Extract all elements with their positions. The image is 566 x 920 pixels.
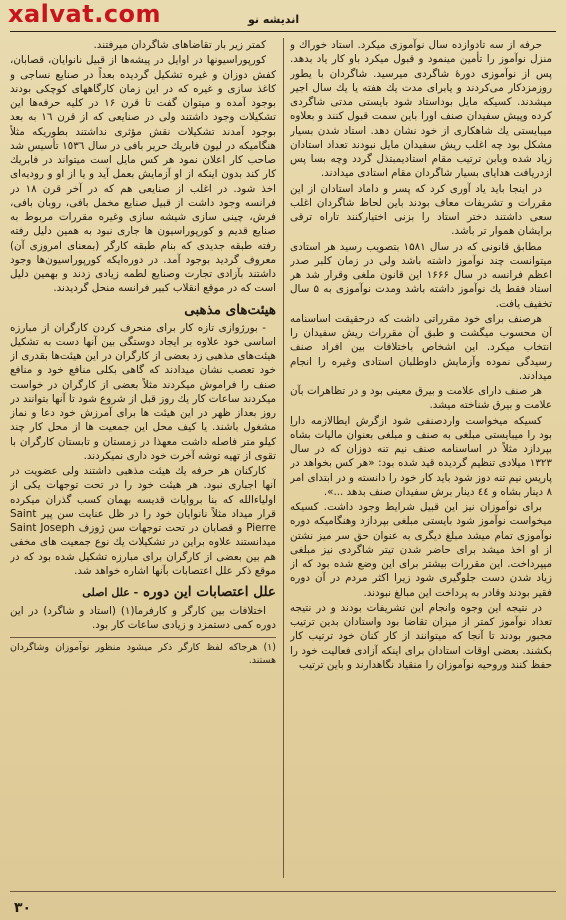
column-divider	[283, 38, 284, 878]
paragraph: اختلافات بین کارگر و کارفرما(۱) (استاد و شاگرد) در این دوره کمی دستمزد و زیادی ساعات کار بود.	[10, 605, 276, 632]
footnote: (۱) هرجاکه لفظ کارگر ذکر میشود منظور نوآموزان وشاگردان هستند.	[10, 637, 276, 667]
paragraph: - بورژوازی تازه کار برای منحرف کردن کارگران از مبارزه اساسی خود علاوه بر ایجاد دوستگی بین آنها دست به تشکیل هیئت‌های مذهبی زد بعضی از کارگران در این هیئت‌ها بقدری از خود تعصب نشان میدادند که گاهی بکلی منافع خود و منافع صنف را فراموش میکردند مثلاً بعضی از کارگران در خواست میکردند ساعات کار یك روز قبل از شروع شود تا آنها بتوانند در روز بعداز ظهر در این هیئت ها برای آمرزش خود دعا و نماز مشغول باشند. یا کیف محل این جمعیت ها از محل کار چند کیلو متر فاصله داشت معهذا در زمستان و تابستان کارگران با تقوی از تهیه توشه آخرت خود داری نمیکردند.	[10, 321, 276, 462]
paragraph: کمتر زیر بار تقاضاهای شاگردان میرفتند.	[93, 39, 266, 51]
paragraph: حرفه از سه تادوازده سال نوآموزی میکرد. استاد خوراك و منزل نوآموز را تأمین مینمود و قبول میکرد باو کار یاد بدهد. پس از نوآموزی دورۀ شاگردی میرسید. شاگردان با یطور روزمزدکار می‌کردند و یابرای مدت یك هفته یا یك سال اجیر میشدند. کسیکه مایل بوداستاد شود بایستی مدتی شاگردی کرده وپیش سفیدان صنف اورا باین سمت قبول کنند و بعلاوه میبایستی یك شاهکاری از خود نشان دهد. استاد شدن بسیار مشکل بود چه اغلب ریش سفیدان مایل نبودند تعداد استادان زیاد شده وبابن ترتیب مقام استادیمبتذل گردد وچه بسا پس ازدریافت هدایای بسیار شاگردان مقام استادی میدادند.	[290, 39, 552, 180]
site-watermark: xalvat.com	[8, 0, 162, 28]
left-column	[10, 38, 276, 878]
paragraph: کارکنان هر حرفه یك هیئت مذهبی داشتند ولی عضویت در آنها اجباری نبود. هر هیئت خود را در تحت توجهات یکی از اولیاءالله که بنا بروایات قدیسه بهمان کسب گذران میکرده قرار میداد مثلاً نانوایان خود را در ظل عنایت سن پیر Saint Pierre و قصابان در تحت توجهات سن ژوزف Saint Joseph میدانستند علاوه براین در تشکیلات یك نوع جمعیت های مخفی هم بین بعضی از کارگران برای مبارزه تشکیل شده بود که در موقع ذکر علل اعتصابات بآنها اشاره خواهد شد.	[10, 465, 276, 577]
paragraph: در نتیجه این وجوه وانجام این تشریفات بودند و در نتیجه تعداد نوآموز کمتر از میزان تقاضا بود واستادان بدین ترتیب مجبور بودند تا آنجا که میتوانند از کار کنان خود ترتیب کار بکشند. بعضی اوقات استادان برای اینکه آزادی فعالیت خود را حفظ کنند وروحیه نوآموزان را منقیاد نگاهدارند و باین ترتیب	[290, 601, 552, 671]
header-rule	[10, 31, 556, 32]
section-heading: هیئت‌های مذهبی	[184, 301, 276, 318]
paragraph: کورپوراسیونها در اوایل در پیشه‌ها از قبیل نانوایان، قصابان، کفش دوزان و غیره تشکیل گردیده بعداً در صنایع نساجی و کاغذ سازی و غیره که در این زمان کارگاههای کوچکی بودند بوجود آمده و میتوان گفت تا قرن ۱۶ در کلیه حرفه‌ها این تشکیلات وجود داشتند ولی در صنایعی که از قرن ۱٦ به بعد بوجود آمدند تشکیلات نقش مؤثری نداشتند بطوریکه مثلاً هنگامیکه در لیون فابریك حریر بافی در سال ۱٥٣٦ تأسیس شد صاحب کار اعلان نمود هر کس مایل است میتواند در فابریك کار کند بدون اینکه از او آزمایش بعمل آید و یا از او و رودیه‌ای اخذ شود. در اغلب از صنایعی هم که در آخر قرن ۱۸ در فرانسه وجود داشت از قبیل صنایع مخمل بافی، روبان بافی، فرش، چینی سازی شیشه سازی وغیره مقررات مربوط به صنایع قدیم و کورپوراسیون ها جاری نبود به همین دلیل رفته رفته طبقه جدیدی که بنام طبقه کارگر (بمعنای امروزی آن) معروف گردید بوجود آمد. در دوره‌ایکه کورپوراسیون‌ها وجود داشتند بآزادی تجارت وصنایع لطمه زیادی زدند و بهمین دلیل است که در موقع انقلاب کبیر فرانسه منحل گردیدند.	[10, 54, 276, 295]
paragraph: برای نوآموزان نیز این قبیل شرایط وجود داشت. کسیکه میخواست نوآموز شود بایستی مبلغی بپردازد وهنگامیکه دوره نوآموزی تمام میشد مبلغ دیگری به عنوان حق سر میز نشتن از او اخذ میشد برای حاضر شدن تیتر شاگردی نیز مبلغی میپرداخت. این مقررات بیشتر برای این وضع شده بود که از زیاد شدن دست جلوگیری شود زیرا اکثر مردم در آن دوره فقیر بودند وقادر به پرداخت این مبالغ نبودند.	[290, 501, 552, 599]
heading-suffix: - علل اصلی	[82, 586, 139, 599]
paragraph: مطابق قانونی که در سال ۱۵۸۱ بتصویب رسید هر استادی میتوانست چند نوآموز داشته باشد ولی در زمان کلبر صدر اعظم فرانسه در سال ۱۶۶۶ این قانون ملغی وقرار شد هر استاد فقط یك نوآموز داشته باشد ومدت نوآموزی به ۵ سال تخفیف یافت.	[290, 240, 552, 310]
page-number: ۳۰	[14, 900, 32, 916]
footer-rule	[10, 891, 556, 892]
right-column	[290, 38, 552, 878]
heading-main: علل اعتصابات این دوره	[142, 584, 276, 600]
section-heading	[10, 583, 276, 602]
running-title: اندیشه نو	[248, 13, 300, 26]
paragraph: هرصنف برای خود مقرراتی داشت که درحقیقت اساسنامه آن محسوب میگشت و طبق آن مقررات ریش سفیدان را انتخاب میکرد. این اشخاص باختلافات بین افراد صنف رسیدگی نموده وآزمایش داوطلبان استادی وغیره را انجام میدادند.	[290, 312, 552, 382]
paragraph: هر صنف دارای علامت و بیرق معینی بود و در تظاهرات بآن علامت و بیرق شناخته میشد.	[290, 385, 552, 412]
paragraph: کسیکه میخواست واردصنفی شود ازگرش ایطالازمه داراِ بود را میبایستی مبلغی به صنف و مبلغی بعنوان مالیات بشاه بپردازد مثلاً در اساسنامه صنف نیم تنه دوزان که در سال ۱۳۲۳ میلادی تنظیم گردیده قید شده بود: «هر کس بخواهد در پاریس نیم تنه دوز شود باید کار خود را دانسته و در ابتدای امر ۸ دینار بشاه و ٤٤ دینار برش سفیدان صنف بدهد ...».	[290, 414, 552, 498]
paragraph: در اینجا باید یاد آوری کرد که پسر و داماد استادان از این مقررات و تشریفات معاف بودند باین لحاظ شاگردان اغلب سعی داشتند دختر استاد را بزنی اختیارکنند تاراه ترقی برایشان هموار تر باشد.	[290, 182, 552, 238]
